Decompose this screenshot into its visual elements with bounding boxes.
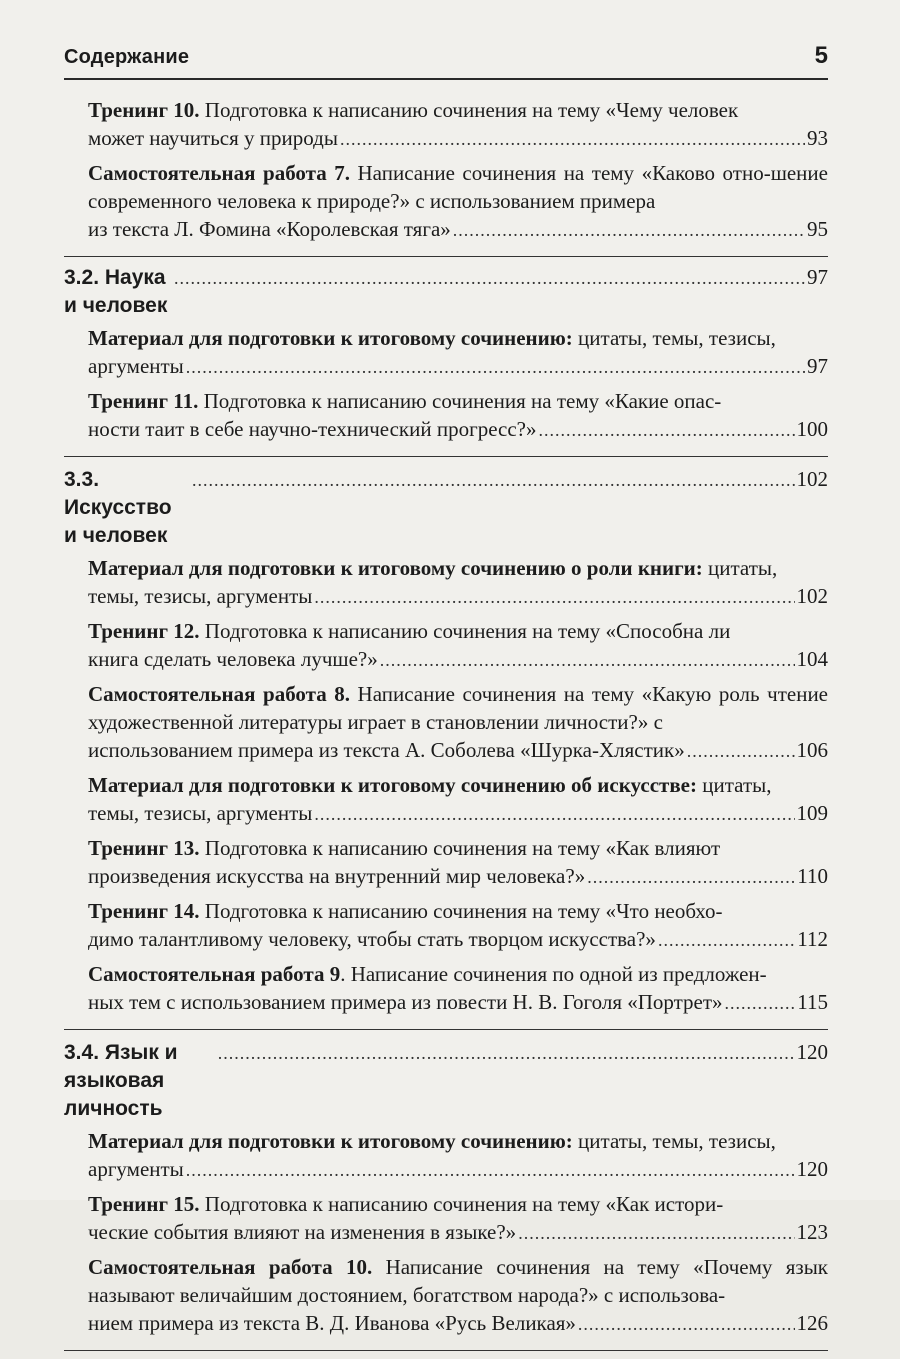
- entry-description-end: произведения искусства на внутренний мир человека?»: [88, 864, 586, 888]
- leader-dots: [518, 1219, 794, 1247]
- entry-last-line: [88, 215, 828, 244]
- entry-page-number: 120: [796, 1157, 828, 1181]
- entry-label: Самостоятельная работа 8.: [88, 682, 351, 706]
- entry-page-number: 106: [796, 738, 828, 762]
- entry-last-line: [88, 352, 828, 381]
- leader-dots: [658, 926, 795, 954]
- toc-entry[interactable]: [88, 834, 828, 891]
- toc-section: [64, 263, 828, 457]
- entry-last-line: [88, 124, 828, 153]
- section-page-number: 120: [796, 1040, 828, 1064]
- leader-dots: [218, 1039, 795, 1067]
- leader-dots: [539, 416, 795, 444]
- entry-description-end: книга сделать человека лучше?»: [88, 647, 378, 671]
- entry-last-line: [88, 988, 828, 1017]
- leader-dots: [186, 1156, 795, 1184]
- toc-entry[interactable]: [88, 1253, 828, 1338]
- entry-page-number: 100: [796, 417, 828, 441]
- entry-page-number: 95: [807, 217, 828, 241]
- page-number: 5: [814, 42, 828, 69]
- leader-dots: [314, 583, 794, 611]
- leader-dots: [587, 863, 795, 891]
- toc-entry[interactable]: [88, 554, 828, 611]
- entry-label: Самостоятельная работа 7.: [88, 161, 350, 185]
- entry-description-end: ных тем с использованием примера из повести Н. В. Гоголя «Портрет»: [88, 990, 723, 1014]
- entry-last-line: [88, 645, 828, 674]
- leader-dots: [725, 989, 796, 1017]
- entry-description: Подготовка к написанию сочинения на тему «Какие опас-: [198, 389, 722, 413]
- section-title: 3.3. Искусство и человек: [64, 468, 172, 547]
- leader-dots: [192, 466, 795, 494]
- entry-last-line: [88, 415, 828, 444]
- toc-section: [64, 465, 828, 1030]
- toc-entry[interactable]: [88, 1127, 828, 1184]
- entry-last-line: [88, 1155, 828, 1184]
- leader-dots: [340, 125, 805, 153]
- entry-page-number: 109: [796, 801, 828, 825]
- entry-page-number: 112: [797, 927, 828, 951]
- entry-page-number: 93: [807, 126, 828, 150]
- entry-text: [88, 771, 828, 799]
- entry-label: Тренинг 15.: [88, 1192, 200, 1216]
- entry-page-number: 126: [796, 1311, 828, 1335]
- entry-description-end: ности таит в себе научно-технический прогресс?»: [88, 417, 537, 441]
- entry-description-end: аргументы: [88, 1157, 184, 1181]
- entry-description: Подготовка к написанию сочинения на тему «Способна ли: [199, 619, 731, 643]
- entry-text: [88, 96, 828, 124]
- entry-description: Подготовка к написанию сочинения на тему «Чему человек: [199, 98, 739, 122]
- leader-dots: [186, 353, 805, 381]
- entry-last-line: [88, 582, 828, 611]
- toc-entry[interactable]: [88, 96, 828, 153]
- toc-entry[interactable]: [88, 617, 828, 674]
- entry-text: [88, 324, 828, 352]
- entry-text: [88, 1127, 828, 1155]
- section-title: 3.2. Наука и человек: [64, 266, 168, 317]
- page-header: [64, 42, 828, 80]
- entry-page-number: 97: [807, 354, 828, 378]
- entry-text: [88, 387, 828, 415]
- entry-label: Тренинг 13.: [88, 836, 200, 860]
- toc-section: [64, 1038, 828, 1351]
- toc-entry[interactable]: [88, 1190, 828, 1247]
- entry-description-end: темы, тезисы, аргументы: [88, 584, 313, 608]
- entry-description-end: может научиться у природы: [88, 126, 338, 150]
- entry-page-number: 104: [796, 647, 828, 671]
- entry-label: Материал для подготовки к итоговому сочинению о роли книги:: [88, 556, 703, 580]
- toc-entry[interactable]: [88, 159, 828, 244]
- entry-label: Тренинг 10.: [88, 98, 200, 122]
- page-title: Содержание: [64, 46, 190, 68]
- entry-page-number: 123: [796, 1220, 828, 1244]
- entry-description: Написание сочинения на тему «Почему язык называют величайшим достоянием, богатством народа?» с использова-: [88, 1255, 829, 1307]
- section-page-number: 97: [807, 265, 828, 289]
- entry-text: [88, 897, 828, 925]
- entry-description: Подготовка к написанию сочинения на тему «Как влияют: [199, 836, 721, 860]
- entry-description-end: нием примера из текста В. Д. Иванова «Русь Великая»: [88, 1311, 576, 1335]
- entry-description: Написание сочинения на тему «Какую роль чтение художественной литературы играет в становлении личности?» с: [88, 682, 829, 734]
- section-heading[interactable]: [64, 465, 828, 550]
- toc-entry[interactable]: [88, 324, 828, 381]
- entry-description: цитаты,: [697, 773, 772, 797]
- toc-entry[interactable]: [88, 387, 828, 444]
- entry-page-number: 102: [796, 584, 828, 608]
- entry-label: Материал для подготовки к итоговому сочинению:: [88, 326, 573, 350]
- entry-description-end: ческие события влияют на изменения в языке?»: [88, 1220, 517, 1244]
- entry-text: [88, 1190, 828, 1218]
- entry-label: Тренинг 14.: [88, 899, 200, 923]
- entry-description: Подготовка к написанию сочинения на тему «Как истори-: [199, 1192, 724, 1216]
- entry-description: цитаты,: [702, 556, 778, 580]
- entry-page-number: 110: [797, 864, 828, 888]
- entry-description: цитаты, темы, тезисы,: [572, 1129, 776, 1153]
- entry-text: [88, 834, 828, 862]
- entry-text: [88, 1253, 828, 1309]
- leader-dots: [687, 737, 795, 765]
- entry-description: цитаты, темы, тезисы,: [572, 326, 776, 350]
- entry-last-line: [88, 1309, 828, 1338]
- entry-text: [88, 960, 828, 988]
- leader-dots: [453, 216, 805, 244]
- leader-dots: [314, 800, 794, 828]
- entry-text: [88, 680, 828, 736]
- toc-section: [64, 96, 828, 257]
- entry-last-line: [88, 799, 828, 828]
- entry-last-line: [88, 862, 828, 891]
- entry-label: Самостоятельная работа 9: [88, 962, 341, 986]
- entry-text: [88, 159, 828, 215]
- entry-description-end: димо талантливому человеку, чтобы стать творцом искусства?»: [88, 927, 656, 951]
- toc-entry[interactable]: [88, 960, 828, 1017]
- table-of-contents: [64, 96, 828, 1359]
- entry-label: Материал для подготовки к итоговому сочинению об искусстве:: [88, 773, 697, 797]
- entry-description-end: из текста Л. Фомина «Королевская тяга»: [88, 217, 451, 241]
- section-page-number: 102: [796, 467, 828, 491]
- entry-description-end: аргументы: [88, 354, 184, 378]
- entry-description: . Написание сочинения по одной из предложен-: [340, 962, 767, 986]
- entry-last-line: [88, 1218, 828, 1247]
- toc-entry[interactable]: [88, 771, 828, 828]
- entry-label: Материал для подготовки к итоговому сочинению:: [88, 1129, 573, 1153]
- leader-dots: [578, 1310, 795, 1338]
- entry-text: [88, 554, 828, 582]
- entry-label: Самостоятельная работа 10.: [88, 1255, 373, 1279]
- leader-dots: [174, 264, 805, 292]
- entry-description: Подготовка к написанию сочинения на тему «Что необхо-: [199, 899, 723, 923]
- leader-dots: [380, 646, 795, 674]
- entry-page-number: 115: [797, 990, 828, 1014]
- entry-description-end: темы, тезисы, аргументы: [88, 801, 313, 825]
- entry-text: [88, 617, 828, 645]
- entry-label: Тренинг 12.: [88, 619, 200, 643]
- entry-description: Написание сочинения на тему «Каково отно-шение современного человека к природе?» с использованием примера: [88, 161, 828, 213]
- section-title: 3.4. Язык и языковая личность: [64, 1041, 178, 1120]
- toc-entry[interactable]: [88, 897, 828, 954]
- entry-description-end: использованием примера из текста А. Соболева «Шурка-Хлястик»: [88, 738, 685, 762]
- section-heading[interactable]: [64, 263, 828, 320]
- entry-last-line: [88, 736, 828, 765]
- entry-label: Тренинг 11.: [88, 389, 199, 413]
- section-heading[interactable]: [64, 1038, 828, 1123]
- toc-entry[interactable]: [88, 680, 828, 765]
- entry-last-line: [88, 925, 828, 954]
